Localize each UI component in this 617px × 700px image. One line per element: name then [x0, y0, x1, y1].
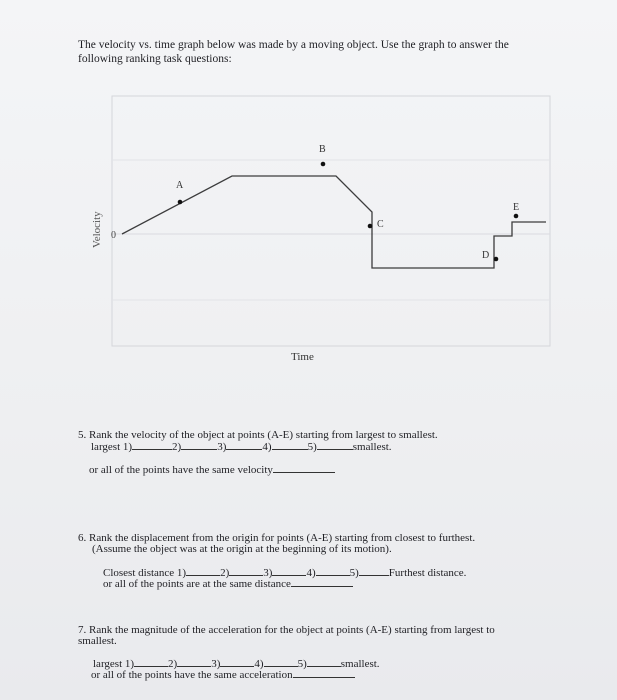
point-d-label: D	[482, 250, 490, 261]
q7-prompt-line-1: 7. Rank the magnitude of the acceleration for the object at points (A-E) starting from largest to	[78, 624, 495, 636]
point-c	[368, 224, 373, 229]
q5-alt-label: or all of the points have the same velocity	[89, 464, 273, 476]
x-axis-label: Time	[291, 351, 314, 363]
q6-blank-2[interactable]	[229, 566, 263, 576]
q6-label-3: 3)	[263, 567, 273, 579]
q5-label-3: 3)	[217, 441, 227, 453]
q5-label-4: 4)	[262, 441, 272, 453]
point-e	[514, 214, 519, 219]
q5-label-5: 5)	[307, 441, 317, 453]
q7-blank-1[interactable]	[134, 657, 168, 667]
q5-ranking-row	[91, 440, 392, 453]
q5-largest-label: largest 1)	[91, 441, 133, 453]
y-axis-label: Velocity	[91, 211, 103, 248]
q7-prompt-line-2: smallest.	[78, 635, 117, 647]
q7-alt-blank[interactable]	[293, 668, 355, 678]
q6-blank-5[interactable]	[359, 566, 389, 576]
q6-prompt: 6. Rank the displacement from the origin for points (A-E) starting from closest to furthest.	[78, 532, 476, 544]
q5-prompt: 5. Rank the velocity of the object at points (A-E) starting from largest to smallest.	[78, 429, 438, 441]
q7-blank-3[interactable]	[220, 657, 254, 667]
q7-label-2: 2)	[168, 658, 178, 670]
q6-assume: (Assume the object was at the origin at the beginning of its motion).	[92, 543, 392, 555]
q7-label-4: 4)	[254, 658, 264, 670]
q7-blank-5[interactable]	[307, 657, 341, 667]
q5-blank-4[interactable]	[272, 440, 308, 450]
q6-alt-row	[103, 577, 353, 590]
q7-largest-label: largest 1)	[93, 658, 135, 670]
q7-blank-2[interactable]	[177, 657, 211, 667]
point-b-label: B	[319, 144, 326, 155]
q7-alt-label: or all of the points have the same acceleration	[91, 669, 293, 681]
q5-blank-5[interactable]	[317, 440, 353, 450]
q6-closest-label: Closest distance 1)	[103, 567, 187, 579]
q5-label-2: 2)	[172, 441, 182, 453]
q6-blank-4[interactable]	[316, 566, 350, 576]
q5-blank-2[interactable]	[181, 440, 217, 450]
q6-furthest-label: Furthest distance.	[388, 567, 467, 579]
q5-blank-3[interactable]	[226, 440, 262, 450]
intro-line-2: following ranking task questions:	[78, 53, 232, 65]
q7-smallest-label: smallest.	[340, 658, 380, 670]
q5-blank-1[interactable]	[132, 440, 172, 450]
q6-blank-1[interactable]	[186, 566, 220, 576]
point-b	[321, 162, 326, 167]
q6-alt-blank[interactable]	[291, 577, 353, 587]
point-c-label: C	[377, 219, 384, 230]
q5-alt-row	[89, 463, 335, 476]
q6-alt-label: or all of the points are at the same distance	[103, 578, 291, 590]
q6-label-5: 5)	[349, 567, 359, 579]
graph-frame	[112, 96, 550, 346]
point-e-label: E	[513, 202, 520, 213]
q5-smallest-label: smallest.	[352, 441, 392, 453]
q6-label-4: 4)	[306, 567, 316, 579]
q7-blank-4[interactable]	[264, 657, 298, 667]
q7-alt-row	[91, 668, 355, 681]
q7-label-3: 3)	[211, 658, 221, 670]
intro-line-1: The velocity vs. time graph below was made by a moving object. Use the graph to answer the	[78, 39, 509, 51]
point-d	[494, 257, 499, 262]
zero-tick-label: 0	[111, 230, 116, 241]
point-a	[178, 200, 183, 205]
q6-label-2: 2)	[220, 567, 230, 579]
q7-label-5: 5)	[297, 658, 307, 670]
point-a-label: A	[176, 180, 184, 191]
q6-blank-3[interactable]	[272, 566, 306, 576]
q5-alt-blank[interactable]	[273, 463, 335, 473]
